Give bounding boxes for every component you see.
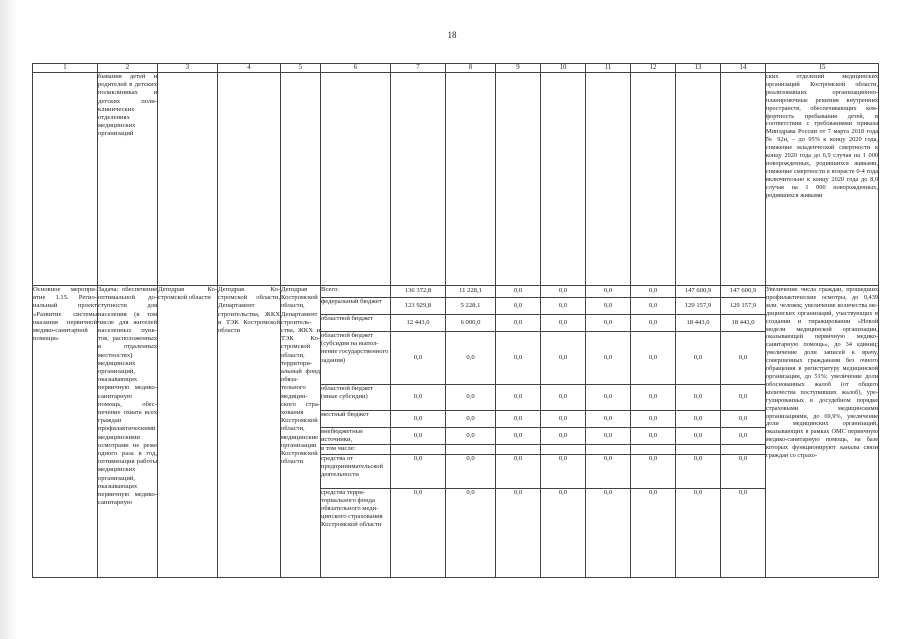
value-cell: 147 600,9 <box>676 286 721 298</box>
expected-results: Увеличение числа граждан, прошедших профилактические осмотры, до 0,439 млн. человек; увеличение количества медицинских организаций, участвующих в создании и тиражировании «Новой модели медицинской организации, оказывающей первичную медико-санитарную помощь», до 34 единиц; увеличение доли записей к врачу, совершенных гражданами без очного обращения в регистратуру медицинской организации, до 51%; увеличение доли обоснованных жалоб (от общего количества поступивших жалоб), урегулированных в досудебном порядке страховыми медицинскими организациями, до 69,9%, увеличение доли медицинских организаций, оказывающих в рамках ОМС первичную медико-санитарную помощь, на базе которых функционируют каналы связи граждан со страхо- <box>766 286 879 578</box>
value-cell: 0,0 <box>676 488 721 577</box>
value-cell: 0,0 <box>391 454 446 488</box>
value-cell: 0,0 <box>631 315 676 332</box>
value-cell: 0,0 <box>391 332 446 385</box>
continued-task-text: бывания детей и родителей в детских поликлиниках и детских поликлинических отделениях медицинских организаций <box>98 73 158 286</box>
value-cell: 0,0 <box>586 298 631 315</box>
value-cell: 0,0 <box>676 385 721 411</box>
value-cell: 0,0 <box>541 315 586 332</box>
activity-task: Задача: обеспечение оптимальной доступности для населения (в том числе для жителей населенных пунктов, расположенных в отдаленных местностях) медицинских организаций, оказывающих первичную медико-санитарную помощь, обеспечение охвата всех граждан профилактическими медицинскими осмотрами не реже одного раза в год, оптимизация работы медицинских организаций, оказывающих первичную медико-санитарную <box>98 286 158 578</box>
value-cell: 0,0 <box>391 428 446 445</box>
value-cell <box>676 445 721 454</box>
value-cell: 0,0 <box>721 454 766 488</box>
value-cell: 0,0 <box>721 385 766 411</box>
value-cell: 18 443,0 <box>676 315 721 332</box>
col-number: 15 <box>766 64 879 73</box>
value-cell: 0,0 <box>496 332 541 385</box>
col-number: 10 <box>541 64 586 73</box>
co-executors: Депздрав Костромской области, Департамент строительства, ЖКХ и ТЭК Костромской области <box>218 286 281 578</box>
value-cell: 0,0 <box>676 454 721 488</box>
funding-source: внебюджетные источники, <box>321 428 391 445</box>
value-cell: 0,0 <box>496 315 541 332</box>
value-cell: 5 228,1 <box>446 298 496 315</box>
value-cell <box>586 445 631 454</box>
value-cell: 0,0 <box>446 454 496 488</box>
value-cell: 0,0 <box>541 428 586 445</box>
value-cell: 0,0 <box>446 428 496 445</box>
page-number: 18 <box>447 30 457 40</box>
value-cell: 0,0 <box>721 332 766 385</box>
value-cell: 11 228,1 <box>446 286 496 298</box>
value-cell: 0,0 <box>676 428 721 445</box>
col-number: 12 <box>631 64 676 73</box>
continuation-row <box>33 73 879 286</box>
col-number: 1 <box>33 64 98 73</box>
funding-source: Всего: <box>321 286 391 298</box>
col-number: 3 <box>158 64 218 73</box>
value-cell <box>541 445 586 454</box>
value-cell: 0,0 <box>446 488 496 577</box>
value-cell: 0,0 <box>586 411 631 428</box>
continued-result-text: ских отделений медицинских организаций Костромской области, реализовавших организационно-планировочные решения внутренних пространств, обеспечивающих комфортность пребывания детей, в соответствии с требованиями приказа Минздрава России от 7 марта 2018 года № 92н, – до 95% к концу 2020 года, снижение младенческой смертности к концу 2020 года до 6,9 случая на 1 000 новорожденных, родившихся живыми, снижение смертности в возрасте 0-4 года включительно к концу 2020 года до 8,0 случая на 1 000 новорожденных, родившихся живыми <box>766 73 879 286</box>
col-number: 7 <box>391 64 446 73</box>
col-number: 6 <box>321 64 391 73</box>
value-cell: 0,0 <box>631 428 676 445</box>
value-cell: 147 600,9 <box>721 286 766 298</box>
value-cell: 0,0 <box>541 411 586 428</box>
scan-shadow <box>0 0 16 639</box>
value-cell: 18 443,0 <box>721 315 766 332</box>
funding-source: областной бюджет (субсидия на выполнение государственного задания) <box>321 332 391 385</box>
value-cell: 0,0 <box>496 286 541 298</box>
value-cell: 0,0 <box>676 332 721 385</box>
funding-source: областной бюджет (иные субсидии) <box>321 385 391 411</box>
value-cell: 12 443,0 <box>391 315 446 332</box>
value-cell <box>391 445 446 454</box>
funding-row <box>33 286 879 298</box>
value-cell: 0,0 <box>496 298 541 315</box>
col-number: 14 <box>721 64 766 73</box>
value-cell: 0,0 <box>631 411 676 428</box>
value-cell: 0,0 <box>721 411 766 428</box>
value-cell: 0,0 <box>631 385 676 411</box>
value-cell: 0,0 <box>496 454 541 488</box>
value-cell: 0,0 <box>496 385 541 411</box>
value-cell: 0,0 <box>586 385 631 411</box>
value-cell: 0,0 <box>496 488 541 577</box>
value-cell <box>721 445 766 454</box>
value-cell: 129 157,9 <box>721 298 766 315</box>
value-cell: 0,0 <box>586 286 631 298</box>
value-cell: 0,0 <box>391 411 446 428</box>
value-cell: 0,0 <box>541 385 586 411</box>
value-cell: 0,0 <box>586 488 631 577</box>
value-cell: 136 372,8 <box>391 286 446 298</box>
value-cell: 0,0 <box>586 315 631 332</box>
value-cell: 0,0 <box>496 428 541 445</box>
value-cell: 0,0 <box>496 411 541 428</box>
value-cell: 0,0 <box>586 454 631 488</box>
funding-source: средства от предпринимательской деятельности <box>321 454 391 488</box>
funding-source: федеральный бюджет <box>321 298 391 315</box>
activity-name: Основное мероприятие 1.15. Региональный проект «Развитие системы оказания первичной медико-санитарной помощи» <box>33 286 98 578</box>
value-cell: 123 929,8 <box>391 298 446 315</box>
value-cell: 129 157,9 <box>676 298 721 315</box>
value-cell: 0,0 <box>631 488 676 577</box>
value-cell: 0,0 <box>541 488 586 577</box>
column-number-row <box>33 64 879 73</box>
value-cell: 0,0 <box>446 385 496 411</box>
value-cell: 0,0 <box>541 286 586 298</box>
value-cell: 0,0 <box>541 332 586 385</box>
value-cell: 0,0 <box>631 454 676 488</box>
value-cell: 0,0 <box>586 428 631 445</box>
program-table <box>32 63 879 578</box>
value-cell: 0,0 <box>631 286 676 298</box>
participants: Депздрав Костромской области, Департамент строительства, ЖКХ и ТЭК Костромской области, территориальный фонд обязательного медицинского страхования Костромской области, медицинские организации Костромской области <box>281 286 321 578</box>
value-cell: 0,0 <box>391 385 446 411</box>
value-cell <box>496 445 541 454</box>
col-number: 4 <box>218 64 281 73</box>
responsible-executor: Депздрав Костромской области <box>158 286 218 578</box>
funding-source: в том числе: <box>321 445 391 454</box>
col-number: 11 <box>586 64 631 73</box>
value-cell: 6 000,0 <box>446 315 496 332</box>
value-cell <box>631 445 676 454</box>
value-cell: 0,0 <box>541 454 586 488</box>
funding-source: областной бюджет <box>321 315 391 332</box>
value-cell: 0,0 <box>541 298 586 315</box>
value-cell: 0,0 <box>446 411 496 428</box>
col-number: 9 <box>496 64 541 73</box>
col-number: 8 <box>446 64 496 73</box>
value-cell: 0,0 <box>631 298 676 315</box>
funding-source: средства территориального фонда обязательного медицинского страхования Костромской области <box>321 488 391 577</box>
value-cell: 0,0 <box>676 411 721 428</box>
value-cell: 0,0 <box>446 332 496 385</box>
funding-source: местный бюджет <box>321 411 391 428</box>
col-number: 13 <box>676 64 721 73</box>
value-cell: 0,0 <box>721 488 766 577</box>
col-number: 2 <box>98 64 158 73</box>
value-cell: 0,0 <box>721 428 766 445</box>
value-cell: 0,0 <box>586 332 631 385</box>
col-number: 5 <box>281 64 321 73</box>
value-cell: 0,0 <box>631 332 676 385</box>
value-cell: 0,0 <box>391 488 446 577</box>
value-cell <box>446 445 496 454</box>
